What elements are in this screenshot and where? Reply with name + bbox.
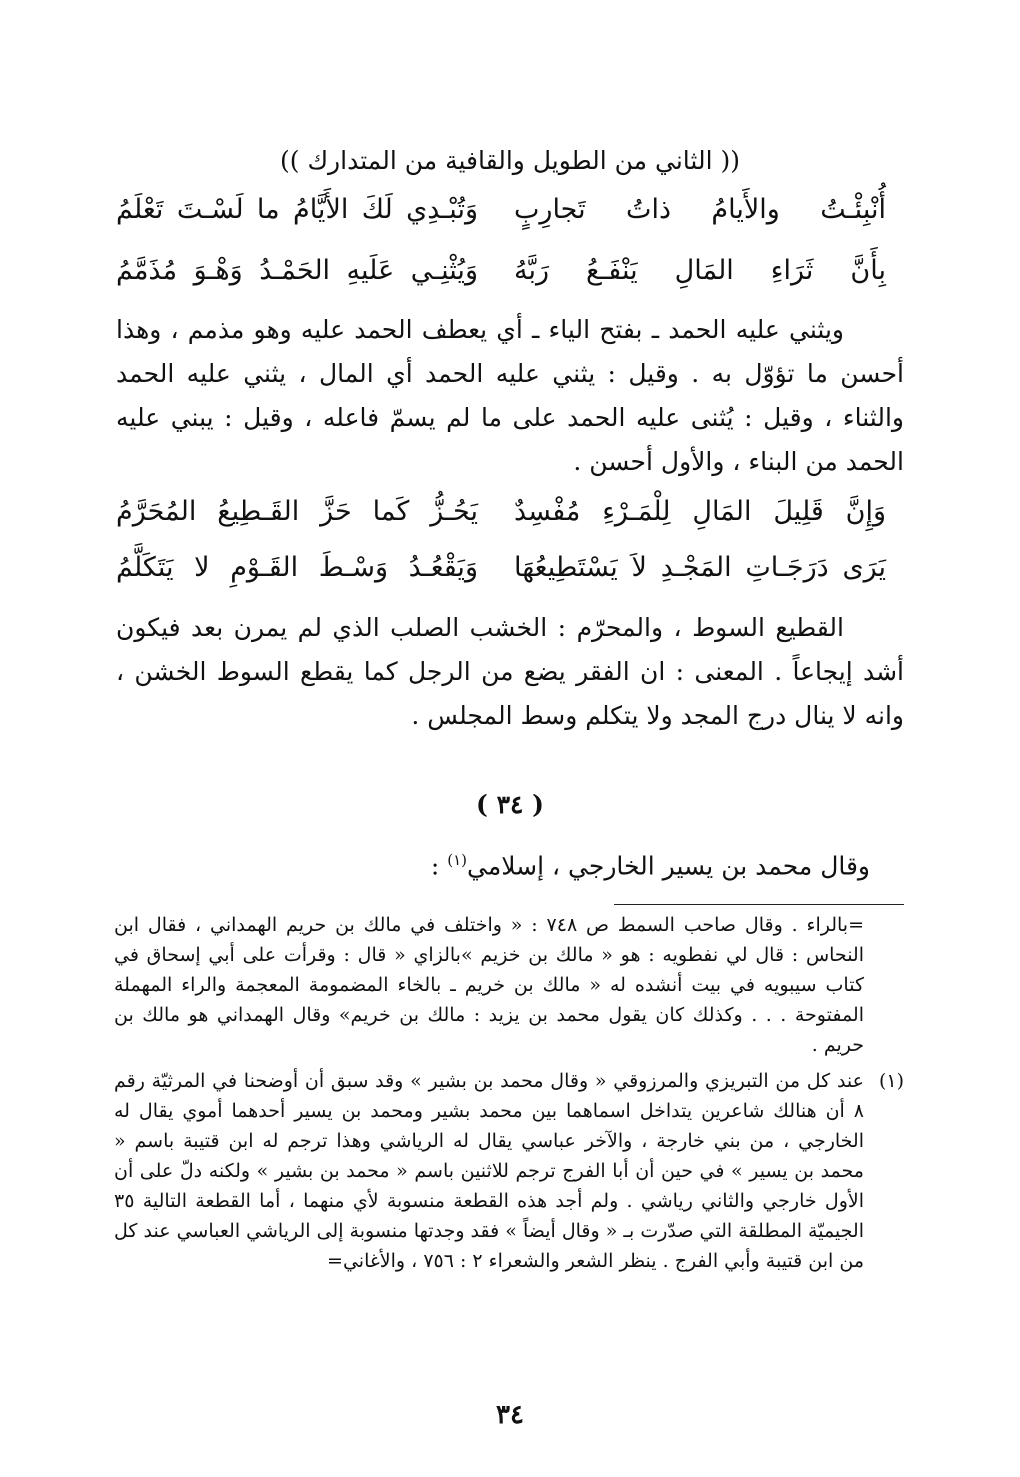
verse-first-hemistich: أُنْبِئْـتُ والأَيامُ ذاتُ تَجارِبٍ bbox=[514, 194, 886, 225]
verse-first-hemistich: بِأَنَّ ثَرَاءِ المَالِ يَنْفَـعُ رَبَّهُ bbox=[514, 255, 886, 286]
verse-line-2 bbox=[116, 249, 886, 293]
poem-intro-colon: : bbox=[430, 851, 448, 881]
commentary-text: ويثني عليه الحمد ـ بفتح الياء ـ أي يعطف الحمد عليه وهو مذمم ، وهذا أحسن ما تؤوّل به . وقيل : يثني عليه الحمد أي المال ، يثني عليه الحمد والثناء ، وقيل : يُثنى عليه الحمد على ما لم يسمّ فاعله ، وقيل : يبني عليه الحمد من البناء ، والأول أحسن . bbox=[116, 315, 904, 476]
footnote-reference: (١) bbox=[447, 851, 468, 869]
verse-first-hemistich: وَإِنَّ قَلِيلَ المَالِ لِلْمَـرْءِ مُفْسِدٌ bbox=[514, 496, 886, 527]
commentary-paragraph-2 bbox=[116, 606, 904, 738]
verse-second-hemistich: يَحُـزُّ كَما حَزَّ القَـطِيعُ المُحَرَّمُ bbox=[116, 496, 478, 527]
verse-second-hemistich: وَيُثْنِـي عَلَيهِ الحَمْـدُ وَهْـوَ مُذَمَّمُ bbox=[116, 255, 478, 286]
verse-first-hemistich: يَرَى دَرَجَـاتِ المَجْـدِ لاَ يَسْتَطِيعُهَا bbox=[514, 552, 886, 583]
footnote-separator bbox=[614, 904, 904, 905]
poem-intro bbox=[431, 838, 870, 888]
meter-title: (( الثاني من الطويل والقافية من المتدارك )) bbox=[280, 146, 740, 175]
footnote-marker: (١) bbox=[878, 1070, 904, 1092]
commentary-paragraph-1 bbox=[116, 308, 904, 484]
page-number: ٣٤ bbox=[496, 1400, 524, 1430]
footnotes-section bbox=[114, 910, 904, 1276]
footnote-text: عند كل من التبريزي والمرزوقي « وقال محمد بن بشير » وقد سبق أن أوضحنا في المرثيّة رقم ٨ أن هنالك شاعرين يتداخل اسماهما بين محمد بشير ومحمد بن يسير أحدهما أموي يقال له الخارجي ، من بني خارجة ، والآخر عباسي يقال له الرياشي وهذا ترجم له ابن قتيبة باسم « محمد بن يسير » في حين أن أبا الفرج ترجم للاثنين باسم « محمد بن بشير » ولكنه دلّ على أن الأول خارجي والثاني رياشي . ولم أجد هذه القطعة منسوبة لأي منهما ، أما القطعة التالية ٣٥ الجيميّة المطلقة التي صدّرت بـ « وقال أيضاً » فقد وجدتها منسوبة إلى الرياشي العباسي عند كل من ابن قتيبة وأبي الفرج . ينظر الشعر والشعراء ٢ : ٧٥٦ ، والأغاني= bbox=[114, 1070, 864, 1272]
footnote-continuation: =بالراء . وقال صاحب السمط ص ٧٤٨ : « واختلف في مالك بن حريم الهمداني ، فقال ابن النحاس : قال لي نفطويه : هو « مالك بن خزيم »بالزاي « قال : وقرأت على أبي إسحاق في كتاب سيبويه في بيت أنشده له « مالك بن خريم ـ بالخاء المضمومة المعجمة والراء المهملة المفتوحة . . . وكذلك كان يقول محمد بن يزيد : مالك بن خريم» وقال الهمداني هو مالك بن حريم . bbox=[114, 914, 864, 1056]
poem-number: ( ٣٤ ) bbox=[476, 790, 544, 819]
verse-line-4 bbox=[116, 546, 886, 590]
verse-second-hemistich: وَتُبْـدِي لَكَ الأَيَّامُ ما لَسْـتَ تَعْلَمُ bbox=[116, 194, 478, 225]
footnote-item bbox=[114, 1066, 904, 1276]
commentary-text: القطيع السوط ، والمحرّم : الخشب الصلب الذي لم يمرن بعد فيكون أشد إيجاعاً . المعنى : ان الفقر يضع من الرجل كما يقطع السوط الخشن ، وانه لا ينال درج المجد ولا يتكلم وسط المجلس . bbox=[116, 613, 904, 730]
verse-line-3 bbox=[116, 490, 886, 534]
verse-second-hemistich: وَيَقْعُـدُ وَسْـطَ القَـوْمِ لا يَتَكَلَّمُ bbox=[116, 552, 478, 583]
verse-line-1 bbox=[116, 188, 886, 232]
poem-intro-text: وقال محمد بن يسير الخارجي ، إسلامي bbox=[467, 851, 870, 881]
